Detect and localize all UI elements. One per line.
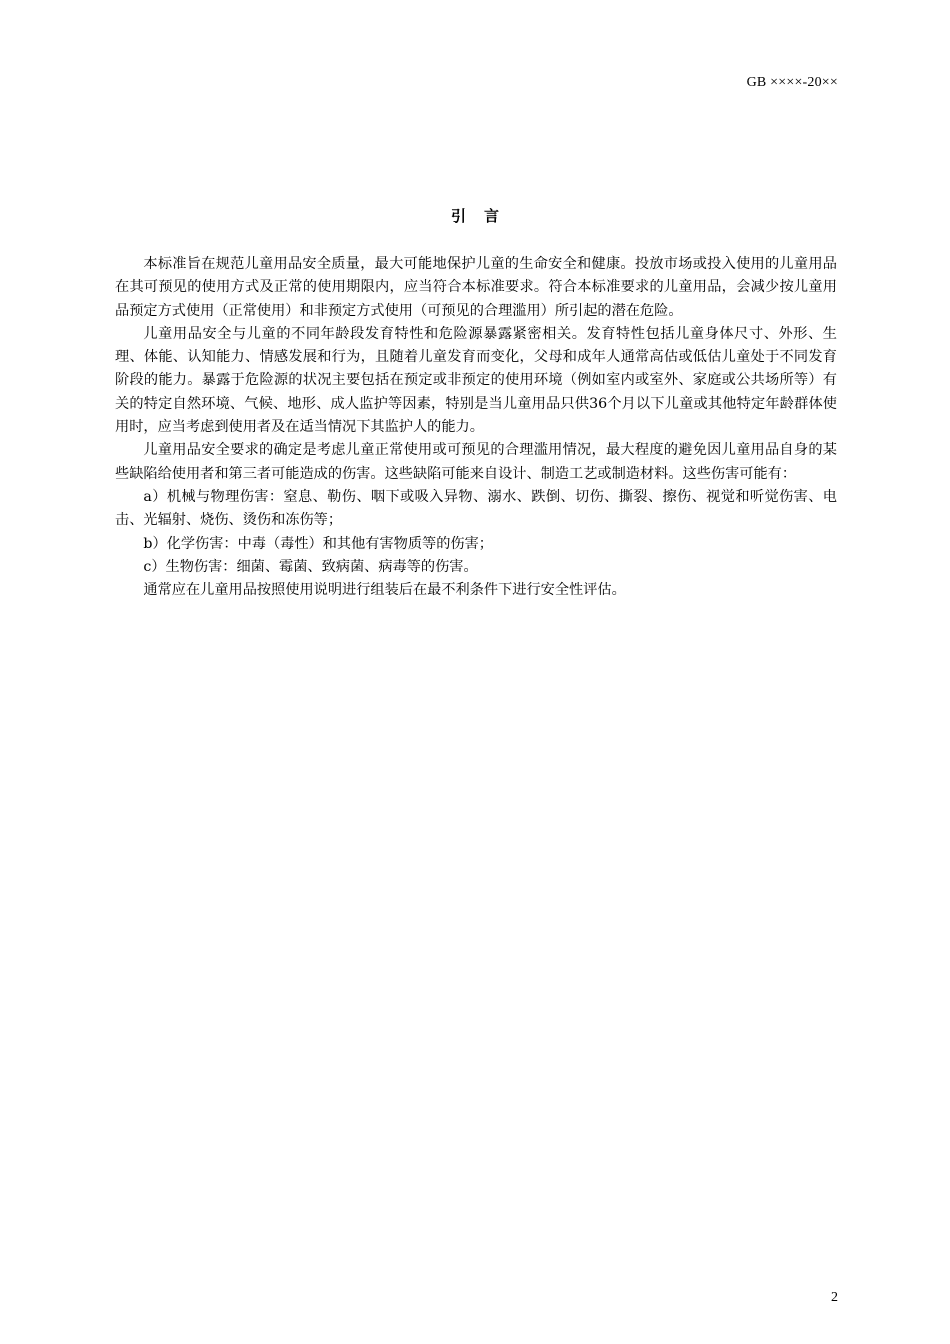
paragraph-evaluation: 通常应在儿童用品按照使用说明进行组装后在最不利条件下进行安全性评估。 [143,582,626,599]
page-number: 2 [831,1290,838,1305]
list-item-chemical: b）化学伤害：中毒（毒性）和其他有害物质等的伤害； [143,535,493,552]
list-item-biological: c）生物伤害：细菌、霉菌、致病菌、病毒等的伤害。 [143,558,478,575]
standard-code: GB ××××-20×× [746,75,838,90]
paragraph-development: 儿童用品安全与儿童的不同年龄段发育特性和危险源暴露紧密相关。发育特性包括儿童身体尺寸、外形、生理、体能、认知能力、情感发展和行为，且随着儿童发育而变化，父母和成年人通常高估或低估儿童处于不同发育阶段的能力。暴露于危险源的状况主要包括在预定或非预定的使用环境（例如室内或室外、家庭或公共场所等）有关的特定自然环境、气候、地形、成人监护等因素，特别是当儿童用品只供36个月以下儿童或其他特定年龄群体使用时，应当考虑到使用者及在适当情况下其监护人的能力。 [115,325,837,436]
paragraph-purpose: 本标准旨在规范儿童用品安全质量，最大可能地保护儿童的生命安全和健康。投放市场或投入使用的儿童用品在其可预见的使用方式及正常的使用期限内，应当符合本标准要求。符合本标准要求的儿童用品，会减少按儿童用品预定方式使用（正常使用）和非预定方式使用（可预见的合理滥用）所引起的潜在危险。 [115,256,837,319]
body-content [115,253,837,602]
list-item-mechanical: a）机械与物理伤害：窒息、勒伤、咽下或吸入异物、溺水、跌倒、切伤、撕裂、擦伤、视觉和听觉伤害、电击、光辐射、烧伤、烫伤和冻伤等； [115,488,837,529]
paragraph-requirements: 儿童用品安全要求的确定是考虑儿童正常使用或可预见的合理滥用情况，最大程度的避免因儿童用品自身的某些缺陷给使用者和第三者可能造成的伤害。这些缺陷可能来自设计、制造工艺或制造材料。这些伤害可能有： [115,442,837,482]
section-title: 引言 [450,207,517,225]
